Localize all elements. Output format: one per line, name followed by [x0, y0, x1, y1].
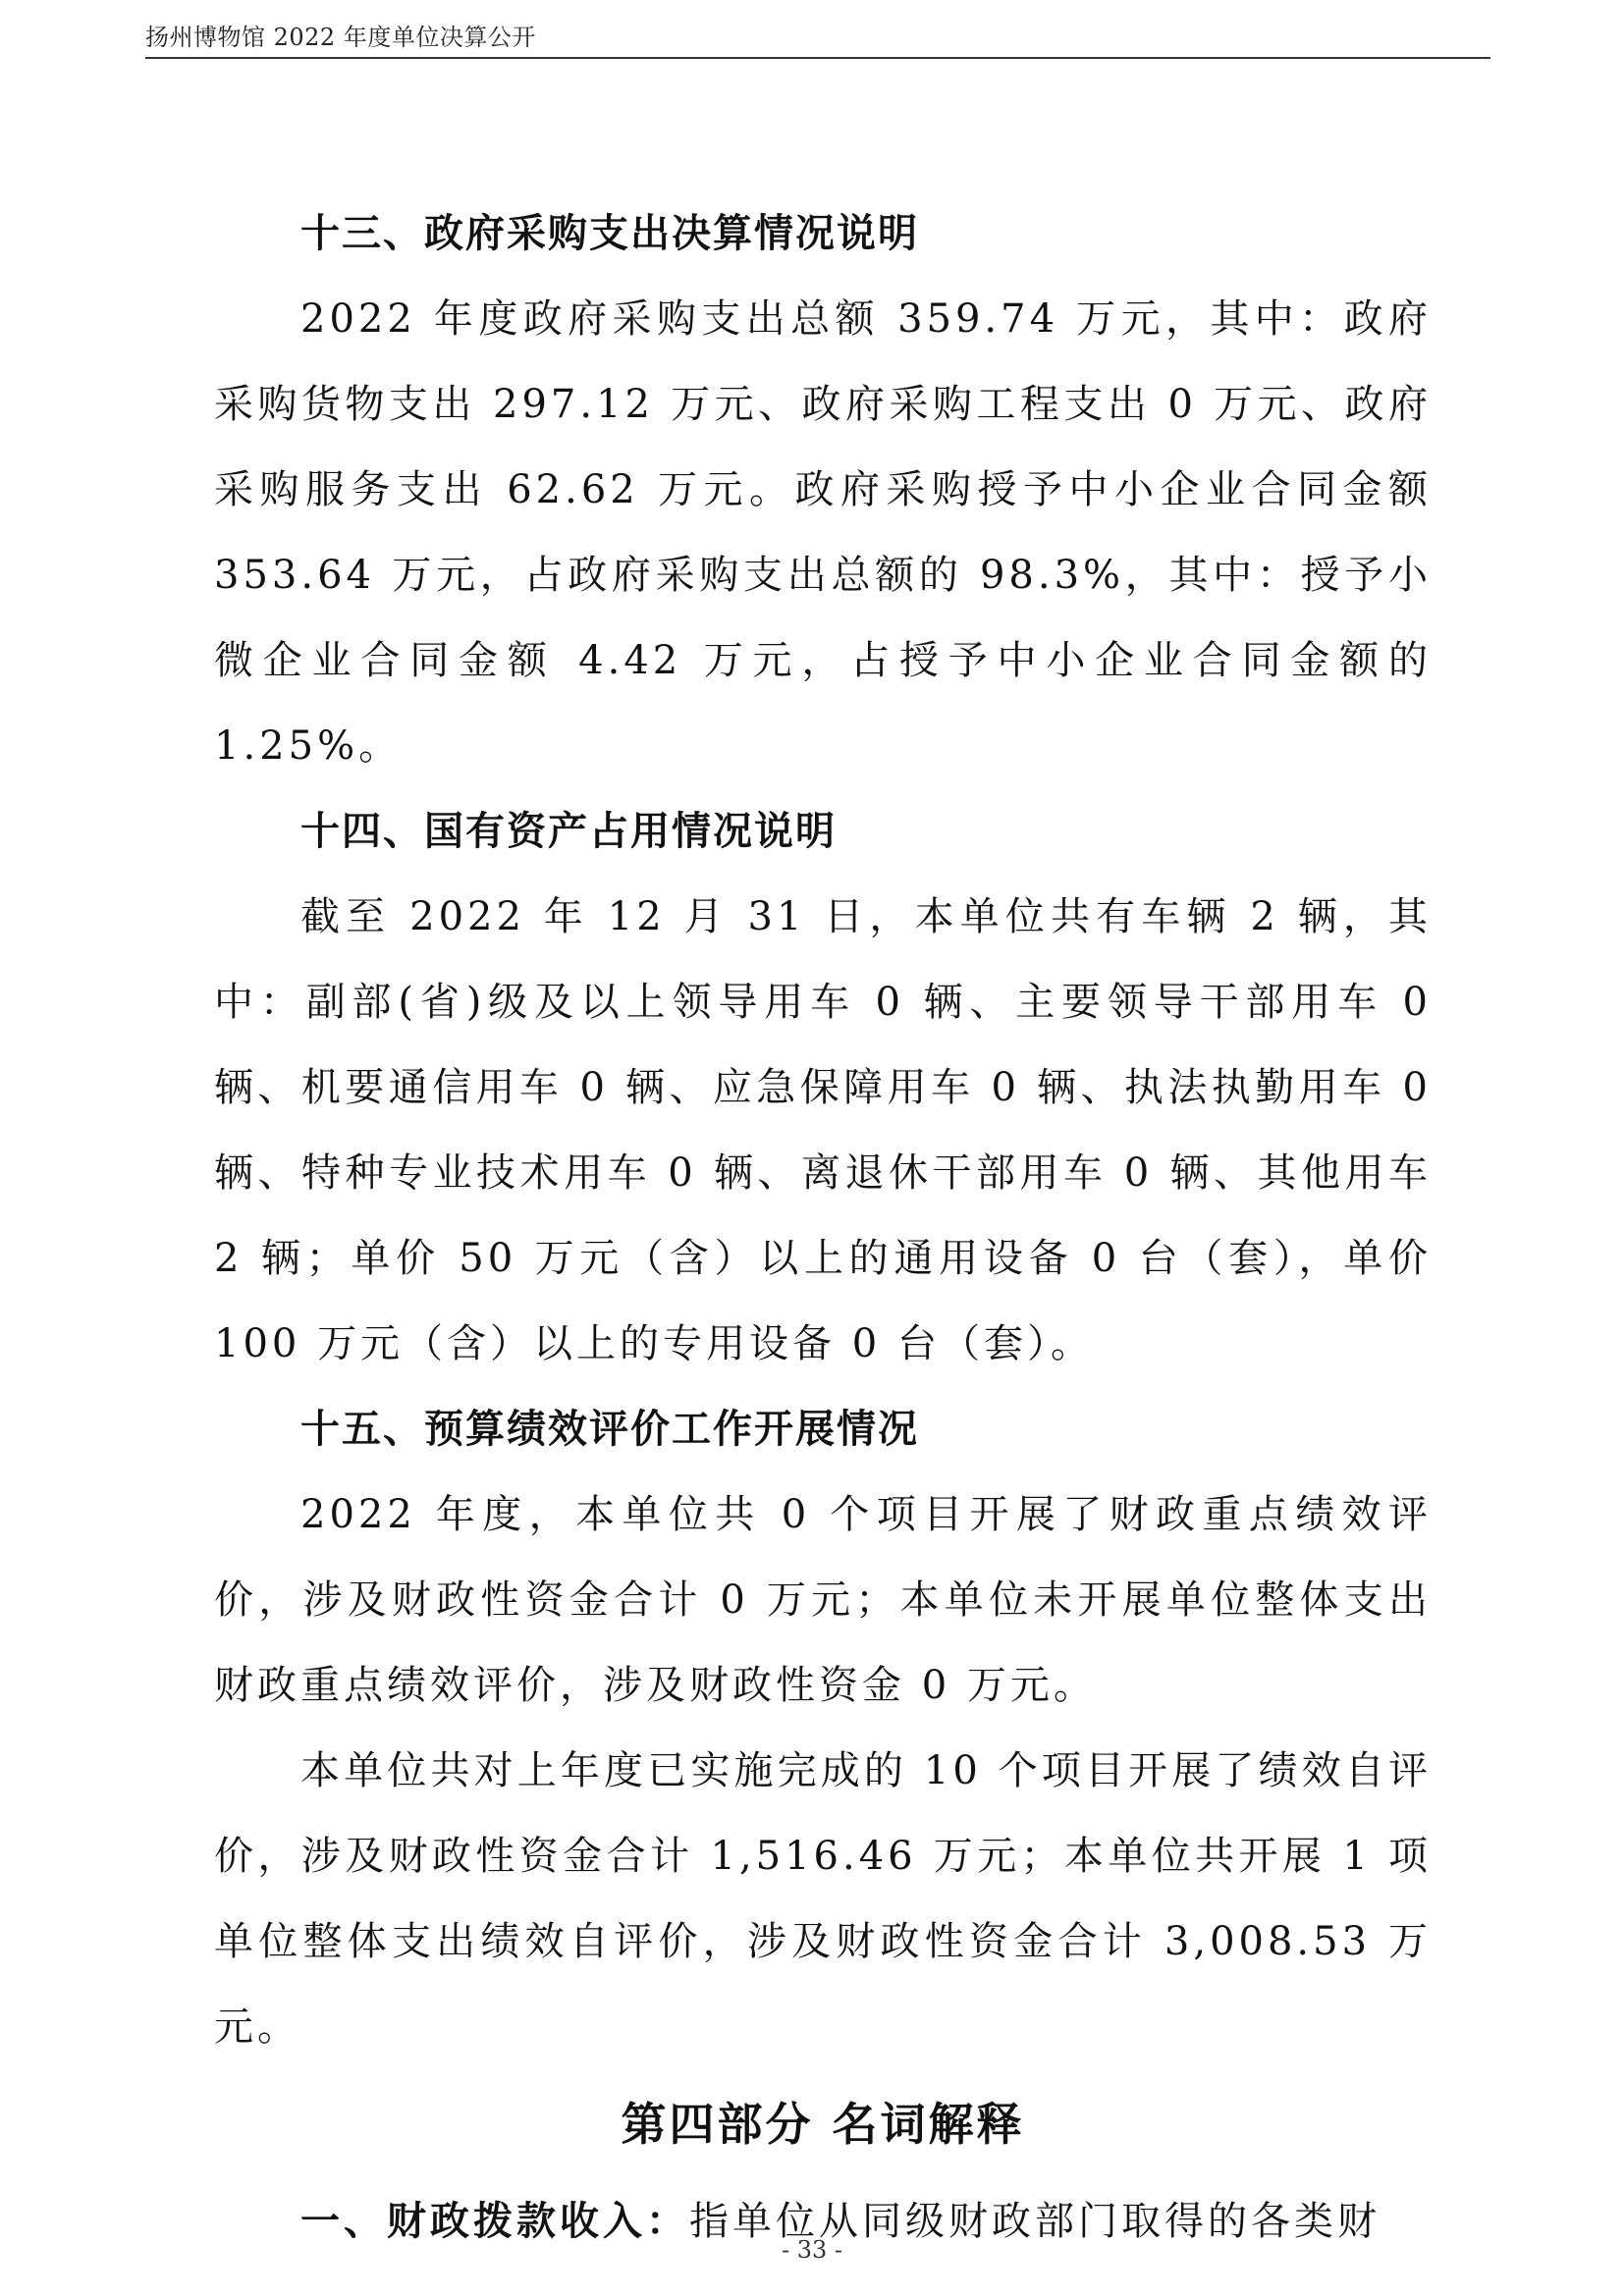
section-paragraph-performance-2: 本单位共对上年度已实施完成的 10 个项目开展了绩效自评价，涉及财政性资金合计 1,516.46 万元；本单位共开展 1 项单位整体支出绩效自评价，涉及财政性资金合计 3,008.53 万元。: [214, 1748, 1432, 2050]
section-paragraph-assets: 截至 2022 年 12 月 31 日，本单位共有车辆 2 辆，其中：副部(省)级及以上领导用车 0 辆、主要领导干部用车 0 辆、机要通信用车 0 辆、应急保障用车 0 辆、执法执勤用车 0 辆、特种专业技术用车 0 辆、离退休干部用车 0 辆、其他用车 2 辆；单价 50 万元（含）以上的通用设备 0 台（套），单价 100 万元（含）以上的专用设备 0 台（套）。: [214, 894, 1432, 1366]
section-paragraph-performance-1: 2022 年度，本单位共 0 个项目开展了财政重点绩效评价，涉及财政性资金合计 0 万元；本单位未开展单位整体支出财政重点绩效评价，涉及财政性资金 0 万元。: [214, 1492, 1432, 1708]
section-heading-performance: 十五、预算绩效评价工作开展情况: [300, 1407, 919, 1452]
header-divider: [145, 57, 1490, 59]
part-title: 第四部分 名词解释: [621, 2098, 1025, 2151]
term-lead: 一、财政拨款收入：: [300, 2199, 689, 2244]
page-number: - 33 -: [781, 2236, 842, 2264]
section-paragraph-procurement: 2022 年度政府采购支出总额 359.74 万元，其中：政府采购货物支出 297.12 万元、政府采购工程支出 0 万元、政府采购服务支出 62.62 万元。政府采购授予中小企业合同金额 353.64 万元，占政府采购支出总额的 98.3%，其中：授予小微企业合同金额 4.42 万元，占授予中小企业合同金额的 1.25%。: [214, 296, 1432, 769]
page-header-title: 扬州博物馆 2022 年度单位决算公开: [145, 24, 536, 51]
section-heading-assets: 十四、国有资产占用情况说明: [300, 809, 837, 854]
document-body: [214, 191, 1432, 2265]
term-text: 指单位从同级财政部门取得的各类财: [689, 2199, 1380, 2244]
section-heading-procurement: 十三、政府采购支出决算情况说明: [300, 211, 919, 256]
